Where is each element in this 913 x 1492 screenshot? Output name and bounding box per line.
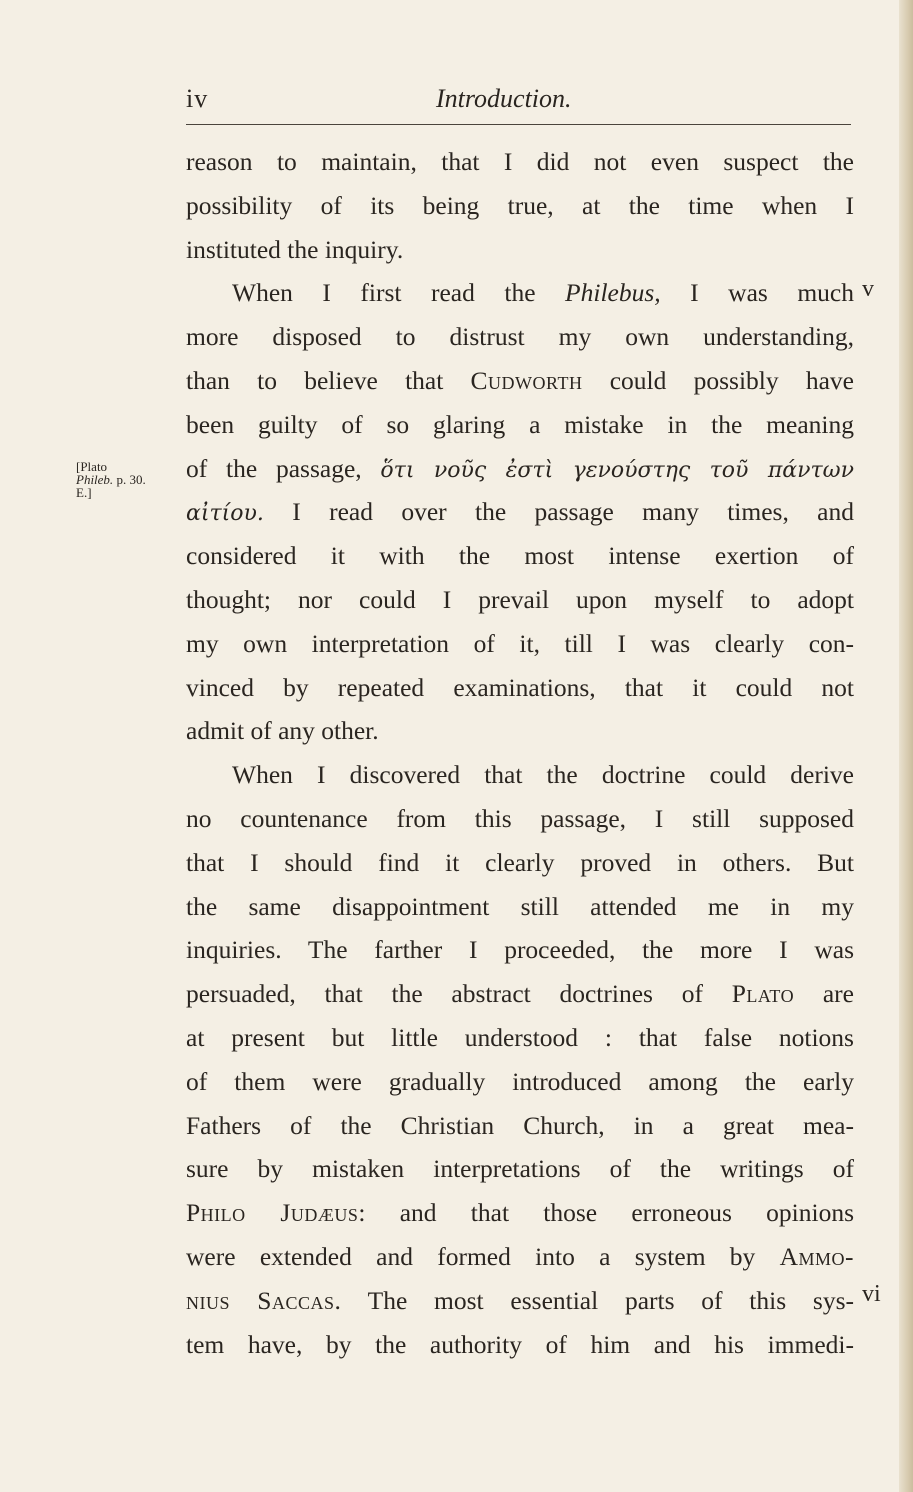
page-marker-v: v bbox=[862, 276, 874, 302]
text-line: my own interpretation of it, till I was clearly con- bbox=[186, 628, 854, 658]
text-line: inquiries. The farther I proceeded, the more I was bbox=[186, 935, 854, 965]
header-rule bbox=[186, 124, 851, 125]
page-header bbox=[186, 80, 851, 120]
text-line bbox=[186, 447, 854, 491]
page-marker-vi: vi bbox=[862, 1281, 881, 1307]
text-line: Fathers of the Christian Church, in a great mea- bbox=[186, 1110, 854, 1140]
text-line bbox=[186, 1279, 854, 1323]
text-run: persuaded, that the abstract doctrines of bbox=[186, 979, 732, 1009]
text-run: : and that those erroneous opinions bbox=[358, 1198, 855, 1228]
body-text bbox=[186, 140, 854, 1366]
page-number: iv bbox=[186, 84, 209, 113]
greek-quote: αἰτίου. bbox=[186, 501, 264, 527]
text-run: I was much bbox=[660, 278, 854, 308]
text-line: no countenance from this passage, I still supposed bbox=[186, 803, 854, 833]
text-line bbox=[186, 1235, 854, 1279]
text-line bbox=[186, 1191, 854, 1235]
margin-note-line: E.] bbox=[76, 485, 92, 500]
text-line: of them were gradually introduced among the early bbox=[186, 1066, 854, 1096]
text-line: considered it with the most intense exertion of bbox=[186, 541, 854, 571]
text-run: could possibly have bbox=[582, 365, 854, 395]
text-line: that I should find it clearly proved in others. But bbox=[186, 847, 854, 877]
text-run: The most essential parts of this sys- bbox=[341, 1285, 854, 1315]
work-title: Philebus, bbox=[565, 278, 661, 308]
margin-note-line bbox=[76, 473, 181, 486]
text-run: When I first read the bbox=[232, 278, 566, 308]
text-line: tem have, by the authority of him and his immedi- bbox=[186, 1329, 854, 1359]
greek-quote: ὅτι νοῦς ἐστὶ γενούστης τοῦ πάντων bbox=[380, 457, 854, 483]
author-name: Philo Judæus bbox=[186, 1198, 359, 1228]
text-line: When I discovered that the doctrine could derive bbox=[232, 760, 854, 790]
text-line bbox=[186, 359, 854, 403]
text-line bbox=[186, 271, 854, 315]
text-line: possibility of its being true, at the time when I bbox=[186, 190, 854, 220]
text-run: than to believe that bbox=[186, 365, 471, 395]
text-line bbox=[186, 490, 854, 534]
text-run: were extended and formed into a system by bbox=[186, 1241, 780, 1271]
page-edge bbox=[899, 0, 913, 1492]
author-name: Cudworth bbox=[470, 365, 583, 395]
text-line: instituted the inquiry. bbox=[186, 234, 404, 264]
text-line bbox=[186, 972, 854, 1016]
text-line: reason to maintain, that I did not even suspect the bbox=[186, 147, 854, 176]
author-name: nius Saccas. bbox=[186, 1285, 342, 1315]
text-line: vinced by repeated examinations, that it could not bbox=[186, 672, 854, 702]
margin-note-title: Phileb. bbox=[76, 472, 114, 487]
text-line: the same disappointment still attended me in my bbox=[186, 891, 854, 921]
text-line: thought; nor could I prevail upon myself to adopt bbox=[186, 584, 854, 614]
text-run: I read over the passage many times, and bbox=[263, 497, 854, 527]
running-head: Introduction. bbox=[436, 84, 572, 113]
text-line: been guilty of so glaring a mistake in the meaning bbox=[186, 409, 854, 439]
text-line: more disposed to distrust my own understanding, bbox=[186, 322, 854, 352]
margin-note bbox=[76, 460, 181, 499]
text-line: admit of any other. bbox=[186, 716, 379, 746]
author-name: Ammo- bbox=[779, 1241, 854, 1271]
author-name: Plato bbox=[731, 979, 795, 1009]
margin-note-line: [Plato bbox=[76, 459, 108, 474]
margin-note-ref: p. 30. bbox=[113, 472, 146, 487]
text-line: at present but little understood : that false notions bbox=[186, 1022, 854, 1052]
text-run: of the passage, bbox=[186, 453, 381, 483]
text-run: are bbox=[794, 979, 854, 1009]
text-line: sure by mistaken interpretations of the writings of bbox=[186, 1154, 854, 1184]
